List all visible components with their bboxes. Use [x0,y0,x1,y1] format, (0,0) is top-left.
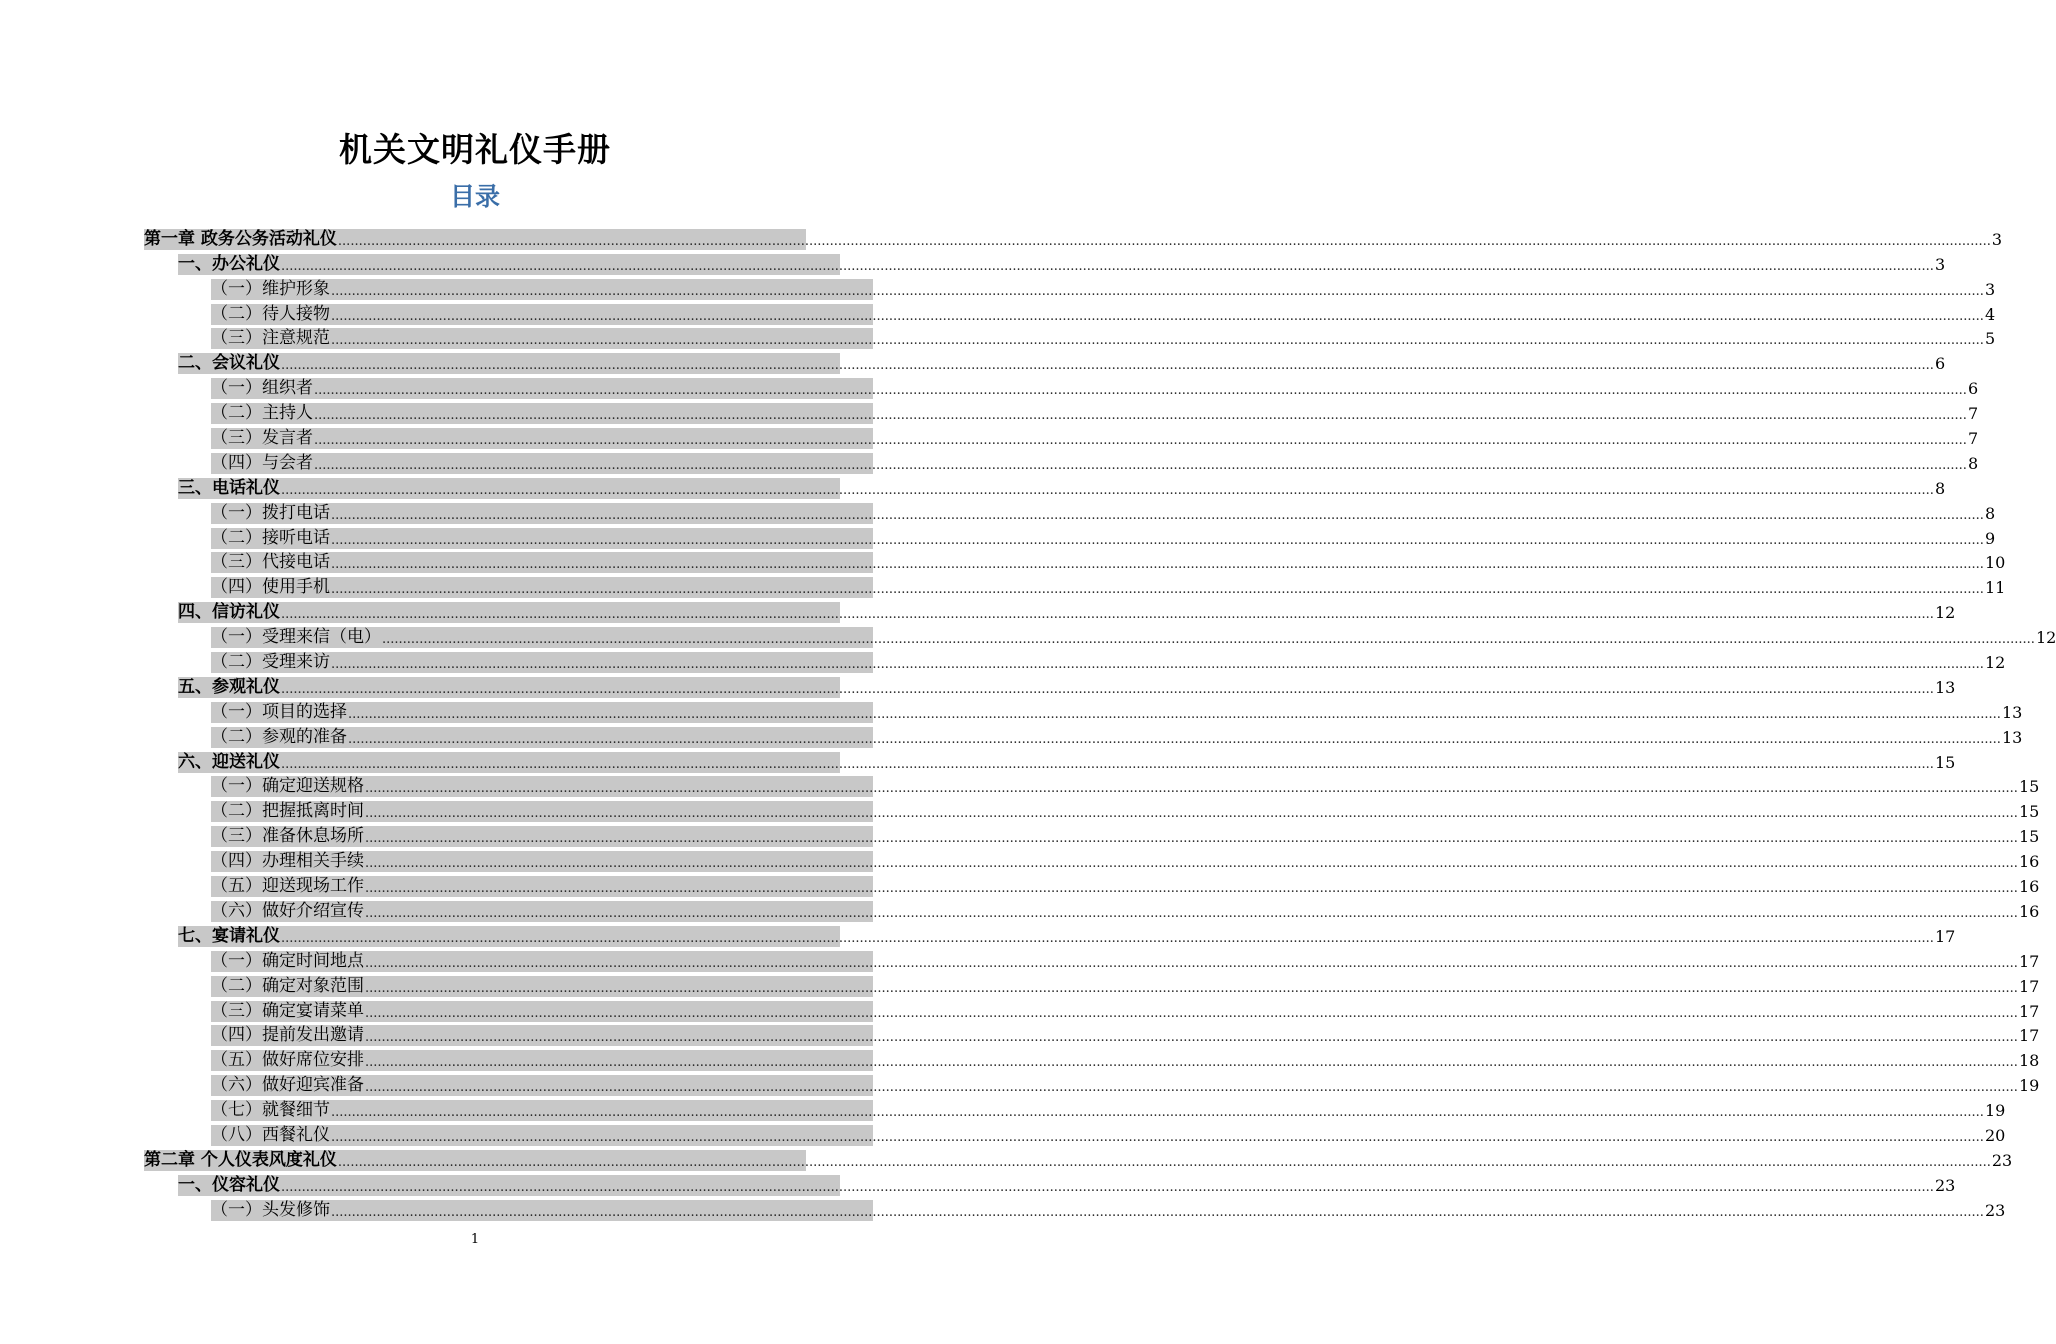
toc-entry-page: 13 [1934,677,1956,697]
toc-entry[interactable] [144,698,2023,723]
toc-entry-page: 5 [1984,329,1996,349]
toc-leader-dots: ................................................................................................................................................................................................................................................................................................................................................................................................................ [365,1055,2018,1071]
toc-entry-highlight [178,751,1956,773]
toc-entry[interactable] [144,549,2006,574]
toc-entry-highlight [211,851,2040,872]
toc-leader-dots: ................................................................................................................................................................................................................................................................................................................................................................................................................ [365,1030,2018,1046]
toc-entry[interactable] [144,225,2003,250]
toc-entry-label: （一）确定迎送规格 [211,776,364,797]
toc-entry[interactable] [144,947,2040,972]
toc-leader-dots: ................................................................................................................................................................................................................................................................................................................................................................................................................ [314,408,1967,424]
toc-entry-page: 17 [2018,976,2040,996]
toc-entry-highlight [211,278,1996,300]
toc-entry-label: 第一章 政务公务活动礼仪 [144,228,337,249]
toc-entry-page: 6 [1934,354,1946,374]
toc-entry-highlight [211,627,2056,648]
toc-entry[interactable] [144,1196,2006,1221]
toc-entry-highlight [178,602,1956,623]
toc-entry-page: 13 [2001,702,2023,722]
toc-entry[interactable] [144,1171,1956,1196]
toc-leader-dots: ................................................................................................................................................................................................................................................................................................................................................................................................................ [331,507,1984,523]
toc-leader-dots: ................................................................................................................................................................................................................................................................................................................................................................................................................ [365,980,2018,996]
toc-entry-page: 19 [2018,1076,2040,1096]
toc-entry-label: （三）确定宴请菜单 [211,1000,364,1021]
toc-heading: 目录 [449,182,500,211]
toc-entry-page: 8 [1967,453,1979,473]
toc-entry-label: （四）使用手机 [211,577,330,598]
toc-entry-label: （四）与会者 [211,452,313,473]
toc-entry-page: 16 [2018,852,2040,872]
toc-entry-label: 二、会议礼仪 [178,353,280,374]
toc-entry-page: 23 [1991,1150,2013,1170]
toc-entry-highlight [211,975,2040,997]
toc-leader-dots: ................................................................................................................................................................................................................................................................................................................................................................................................................ [281,681,1934,697]
toc-entry-label: 七、宴请礼仪 [178,925,280,946]
toc-entry-page: 17 [2018,1026,2040,1046]
toc-entry[interactable] [144,972,2040,997]
toc-entry-page: 12 [1934,603,1956,623]
toc-entry-highlight [211,826,2040,847]
toc-entry-label: （二）确定对象范围 [211,975,364,996]
toc-entry-page: 10 [1984,553,2006,573]
toc-entry-page: 15 [2018,827,2040,847]
toc-entry[interactable] [144,1096,2006,1121]
toc-entry[interactable] [144,997,2040,1022]
toc-leader-dots: ................................................................................................................................................................................................................................................................................................................................................................................................................ [281,607,1934,623]
toc-leader-dots: ................................................................................................................................................................................................................................................................................................................................................................................................................ [365,905,2018,921]
toc-entry-highlight [144,1149,2013,1171]
toc-entry-highlight [211,328,1996,349]
toc-entry-label: 六、迎送礼仪 [178,751,280,772]
toc-entry[interactable] [144,623,2056,648]
toc-entry[interactable] [144,275,1996,300]
toc-entry-highlight [211,1025,2040,1046]
toc-entry-page: 16 [2018,901,2040,921]
toc-entry-highlight [211,1050,2040,1071]
toc-entry[interactable] [144,449,1979,474]
toc-entry-highlight [211,776,2040,797]
toc-entry[interactable] [144,399,1979,424]
toc-entry-highlight [211,876,2040,897]
toc-leader-dots: ................................................................................................................................................................................................................................................................................................................................................................................................................ [365,881,2018,897]
toc-entry-highlight [178,477,1946,499]
toc-entry-label: （一）维护形象 [211,278,330,299]
toc-leader-dots: ................................................................................................................................................................................................................................................................................................................................................................................................................ [281,1179,1934,1195]
toc-entry-page: 16 [2018,877,2040,897]
toc-entry[interactable] [144,922,1956,947]
toc-entry[interactable] [144,499,1996,524]
toc-entry-page: 23 [1984,1200,2006,1220]
toc-leader-dots: ................................................................................................................................................................................................................................................................................................................................................................................................................ [281,482,1934,498]
toc-entry[interactable] [144,748,1956,773]
toc-leader-dots: ................................................................................................................................................................................................................................................................................................................................................................................................................ [331,1204,1984,1220]
toc-entry-highlight [211,527,1996,549]
toc-entry-label: （五）做好席位安排 [211,1050,364,1071]
toc-entry-page: 17 [1934,926,1956,946]
toc-leader-dots: ................................................................................................................................................................................................................................................................................................................................................................................................................ [314,433,1967,449]
toc-entry-label: （三）代接电话 [211,552,330,573]
toc-entry-highlight [211,452,1979,474]
toc-entry-page: 7 [1967,429,1979,449]
toc-entry[interactable] [144,300,1996,325]
document-title: 机关文明礼仪手册 [339,130,611,169]
toc-entry-page: 15 [1934,752,1956,772]
toc-entry-label: （三）准备休息场所 [211,826,364,847]
toc-entry-highlight [211,950,2040,972]
toc-leader-dots: ................................................................................................................................................................................................................................................................................................................................................................................................................ [365,781,2018,797]
toc-entry[interactable] [144,872,2040,897]
toc-entry[interactable] [144,598,1956,623]
table-of-contents [144,225,2056,1221]
toc-entry-page: 12 [1984,653,2006,673]
toc-entry-label: （二）受理来访 [211,652,330,673]
toc-entry-label: （七）就餐细节 [211,1100,330,1121]
toc-entry[interactable] [144,325,1996,350]
toc-entry-highlight [211,1075,2040,1096]
toc-entry[interactable] [144,250,1946,275]
toc-entry-highlight [211,1100,2006,1121]
toc-leader-dots: ................................................................................................................................................................................................................................................................................................................................................................................................................ [331,557,1984,573]
toc-entry[interactable] [144,474,1946,499]
toc-entry-highlight [211,1199,2006,1221]
toc-entry[interactable] [144,1146,2013,1171]
toc-entry[interactable] [144,424,1979,449]
toc-entry-page: 12 [2035,628,2056,648]
toc-entry-page: 3 [1984,279,1996,299]
toc-entry-highlight [211,1000,2040,1022]
toc-entry-label: （四）办理相关手续 [211,851,364,872]
toc-entry-highlight [211,701,2023,723]
toc-leader-dots: ................................................................................................................................................................................................................................................................................................................................................................................................................ [382,632,2035,648]
toc-entry[interactable] [144,822,2040,847]
toc-entry-label: 四、信访礼仪 [178,602,280,623]
toc-entry-label: （二）主持人 [211,403,313,424]
toc-entry-label: （二）参观的准备 [211,726,347,747]
toc-entry-highlight [211,403,1979,424]
toc-leader-dots: ................................................................................................................................................................................................................................................................................................................................................................................................................ [337,1154,1991,1170]
toc-entry-label: （五）迎送现场工作 [211,876,364,897]
toc-entry-page: 17 [2018,1001,2040,1021]
toc-entry-highlight [211,1124,2006,1146]
toc-leader-dots: ................................................................................................................................................................................................................................................................................................................................................................................................................ [331,333,1984,349]
toc-leader-dots: ................................................................................................................................................................................................................................................................................................................................................................................................................ [281,930,1934,946]
toc-leader-dots: ................................................................................................................................................................................................................................................................................................................................................................................................................ [331,532,1984,548]
toc-entry-highlight [211,726,2023,748]
toc-entry[interactable] [144,723,2023,748]
toc-entry-page: 4 [1984,304,1996,324]
toc-entry-highlight [144,228,2003,250]
toc-entry-highlight [211,577,2006,598]
toc-entry-page: 3 [1934,254,1946,274]
toc-entry-highlight [211,552,2006,573]
toc-entry[interactable] [144,349,1946,374]
toc-entry-label: （一）确定时间地点 [211,950,364,971]
toc-entry-page: 11 [1984,578,2006,598]
toc-entry-label: 五、参观礼仪 [178,676,280,697]
toc-entry-label: （一）拨打电话 [211,502,330,523]
toc-entry[interactable] [144,374,1979,399]
toc-leader-dots: ................................................................................................................................................................................................................................................................................................................................................................................................................ [365,831,2018,847]
toc-leader-dots: ................................................................................................................................................................................................................................................................................................................................................................................................................ [331,283,1984,299]
toc-entry-label: （二）把握抵离时间 [211,801,364,822]
toc-entry-highlight [178,925,1956,947]
toc-entry-page: 6 [1967,379,1979,399]
toc-entry-highlight [178,353,1946,374]
toc-entry[interactable] [144,648,2006,673]
toc-entry[interactable] [144,773,2040,798]
toc-leader-dots: ................................................................................................................................................................................................................................................................................................................................................................................................................ [281,358,1934,374]
toc-entry-page: 23 [1934,1175,1956,1195]
toc-leader-dots: ................................................................................................................................................................................................................................................................................................................................................................................................................ [331,1105,1984,1121]
toc-entry-highlight [211,378,1979,399]
toc-leader-dots: ................................................................................................................................................................................................................................................................................................................................................................................................................ [331,1129,1984,1145]
toc-entry-page: 15 [2018,777,2040,797]
page-number: 1 [470,1232,480,1247]
toc-entry-label: 一、办公礼仪 [178,253,280,274]
toc-leader-dots: ................................................................................................................................................................................................................................................................................................................................................................................................................ [365,806,2018,822]
toc-entry-highlight [211,428,1979,449]
toc-entry-page: 8 [1934,478,1946,498]
toc-entry-label: （四）提前发出邀请 [211,1025,364,1046]
toc-entry-highlight [178,676,1956,698]
toc-entry-page: 18 [2018,1051,2040,1071]
toc-leader-dots: ................................................................................................................................................................................................................................................................................................................................................................................................................ [365,1005,2018,1021]
toc-entry-page: 15 [2018,802,2040,822]
toc-entry-label: （一）项目的选择 [211,701,347,722]
toc-entry[interactable] [144,797,2040,822]
toc-leader-dots: ................................................................................................................................................................................................................................................................................................................................................................................................................ [331,582,1984,598]
toc-entry-label: 第二章 个人仪表风度礼仪 [144,1149,337,1170]
toc-entry-page: 3 [1991,229,2003,249]
toc-leader-dots: ................................................................................................................................................................................................................................................................................................................................................................................................................ [337,233,1991,249]
toc-entry-page: 13 [2001,727,2023,747]
toc-entry[interactable] [144,897,2040,922]
toc-leader-dots: ................................................................................................................................................................................................................................................................................................................................................................................................................ [331,657,1984,673]
toc-entry-highlight [211,801,2040,822]
toc-entry-label: （一）头发修饰 [211,1199,330,1220]
toc-entry-label: （一）组织者 [211,378,313,399]
toc-entry-highlight [211,652,2006,673]
toc-leader-dots: ................................................................................................................................................................................................................................................................................................................................................................................................................ [348,731,2001,747]
toc-entry-label: 一、仪容礼仪 [178,1174,280,1195]
toc-entry-highlight [178,1174,1956,1196]
toc-entry[interactable] [144,847,2040,872]
toc-entry-label: （六）做好介绍宣传 [211,900,364,921]
toc-entry[interactable] [144,1071,2040,1096]
toc-entry-highlight [178,253,1946,275]
toc-leader-dots: ................................................................................................................................................................................................................................................................................................................................................................................................................ [281,756,1934,772]
toc-leader-dots: ................................................................................................................................................................................................................................................................................................................................................................................................................ [365,1080,2018,1096]
toc-leader-dots: ................................................................................................................................................................................................................................................................................................................................................................................................................ [365,856,2018,872]
toc-entry-label: （三）注意规范 [211,328,330,349]
toc-entry-label: （三）发言者 [211,428,313,449]
toc-entry-label: （六）做好迎宾准备 [211,1075,364,1096]
toc-leader-dots: ................................................................................................................................................................................................................................................................................................................................................................................................................ [331,308,1984,324]
toc-entry[interactable] [144,1046,2040,1071]
toc-entry-page: 8 [1984,503,1996,523]
toc-entry-page: 17 [2018,951,2040,971]
toc-entry[interactable] [144,1022,2040,1047]
toc-entry-page: 9 [1984,528,1996,548]
toc-leader-dots: ................................................................................................................................................................................................................................................................................................................................................................................................................ [314,383,1967,399]
toc-entry-highlight [211,502,1996,524]
toc-entry-page: 20 [1984,1125,2006,1145]
toc-entry-highlight [211,900,2040,922]
toc-entry-highlight [211,303,1996,325]
toc-leader-dots: ................................................................................................................................................................................................................................................................................................................................................................................................................ [348,706,2001,722]
toc-entry-page: 7 [1967,404,1979,424]
toc-entry[interactable] [144,673,1956,698]
toc-entry-label: （二）待人接物 [211,303,330,324]
toc-entry-label: （二）接听电话 [211,527,330,548]
toc-leader-dots: ................................................................................................................................................................................................................................................................................................................................................................................................................ [314,457,1967,473]
toc-leader-dots: ................................................................................................................................................................................................................................................................................................................................................................................................................ [365,955,2018,971]
toc-entry-label: 三、电话礼仪 [178,477,280,498]
toc-entry-page: 19 [1984,1101,2006,1121]
toc-entry[interactable] [144,573,2006,598]
toc-entry-label: （八）西餐礼仪 [211,1124,330,1145]
toc-leader-dots: ................................................................................................................................................................................................................................................................................................................................................................................................................ [281,258,1934,274]
toc-entry-label: （一）受理来信（电） [211,627,381,648]
toc-entry[interactable] [144,524,1996,549]
toc-entry[interactable] [144,1121,2006,1146]
